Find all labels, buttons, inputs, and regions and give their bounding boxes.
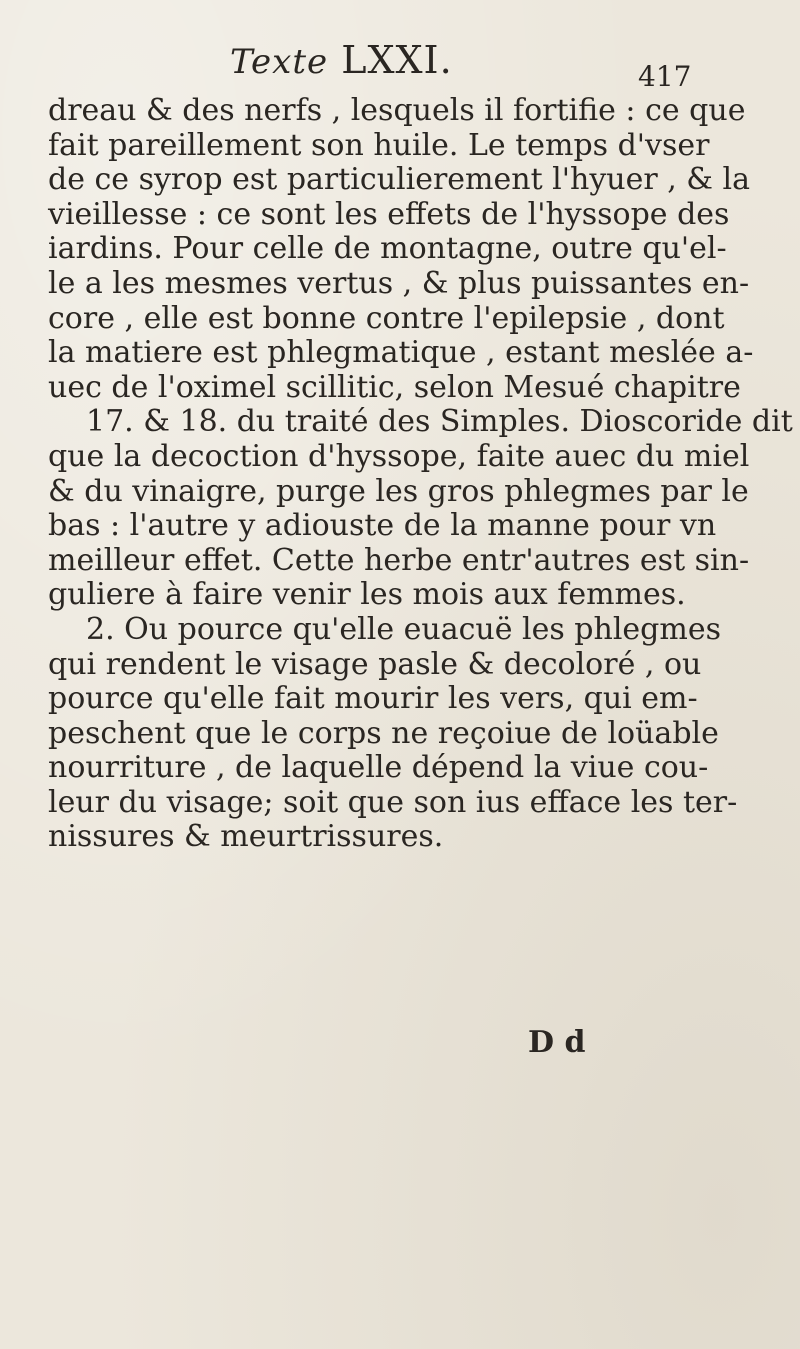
text-line: 2. Ou pource qu'elle euacuë les phlegmes xyxy=(86,611,721,647)
running-head xyxy=(230,38,453,82)
text-line: vieillesse : ce sont les effets de l'hyssope des xyxy=(48,196,730,232)
running-head-number: LXXI. xyxy=(341,38,453,82)
running-head-label: Texte xyxy=(230,42,329,82)
text-line: 17. & 18. du traité des Simples. Dioscoride dit xyxy=(86,404,793,440)
body-text xyxy=(48,93,793,855)
text-line: que la decoction d'hyssope, faite auec du miel xyxy=(48,438,750,474)
text-line: iardins. Pour celle de montagne, outre qu'el- xyxy=(48,231,727,267)
text-line: le a les mesmes vertus , & plus puissantes en- xyxy=(48,265,750,301)
text-line: peschent que le corps ne reçoiue de loüable xyxy=(48,715,719,751)
text-line: bas : l'autre y adiouste de la manne pour vn xyxy=(48,508,717,544)
page-number: 417 xyxy=(638,60,692,93)
text-line: qui rendent le visage pasle & decoloré , ou xyxy=(48,646,702,682)
text-line: guliere à faire venir les mois aux femmes. xyxy=(48,577,686,613)
text-line: core , elle est bonne contre l'epilepsie , dont xyxy=(48,300,725,336)
text-line: nissures & meurtrissures. xyxy=(48,819,444,855)
text-line: & du vinaigre, purge les gros phlegmes par le xyxy=(48,473,749,509)
text-line: uec de l'oximel scillitic, selon Mesué chapitre xyxy=(48,369,741,405)
text-line: leur du visage; soit que son ius efface les ter- xyxy=(48,784,738,820)
text-line: meilleur effet. Cette herbe entr'autres est sin- xyxy=(48,542,750,578)
text-line: pource qu'elle fait mourir les vers, qui em- xyxy=(48,681,698,717)
text-line: nourriture , de laquelle dépend la viue cou- xyxy=(48,750,709,786)
signature-mark: D d xyxy=(528,1025,586,1060)
text-line: dreau & des nerfs , lesquels il fortifie : ce que xyxy=(48,93,746,128)
text-line: fait pareillement son huile. Le temps d'vser xyxy=(48,127,710,163)
text-line: de ce syrop est particulierement l'hyuer , & la xyxy=(48,162,751,198)
text-line: la matiere est phlegmatique , estant meslée a- xyxy=(48,335,754,371)
